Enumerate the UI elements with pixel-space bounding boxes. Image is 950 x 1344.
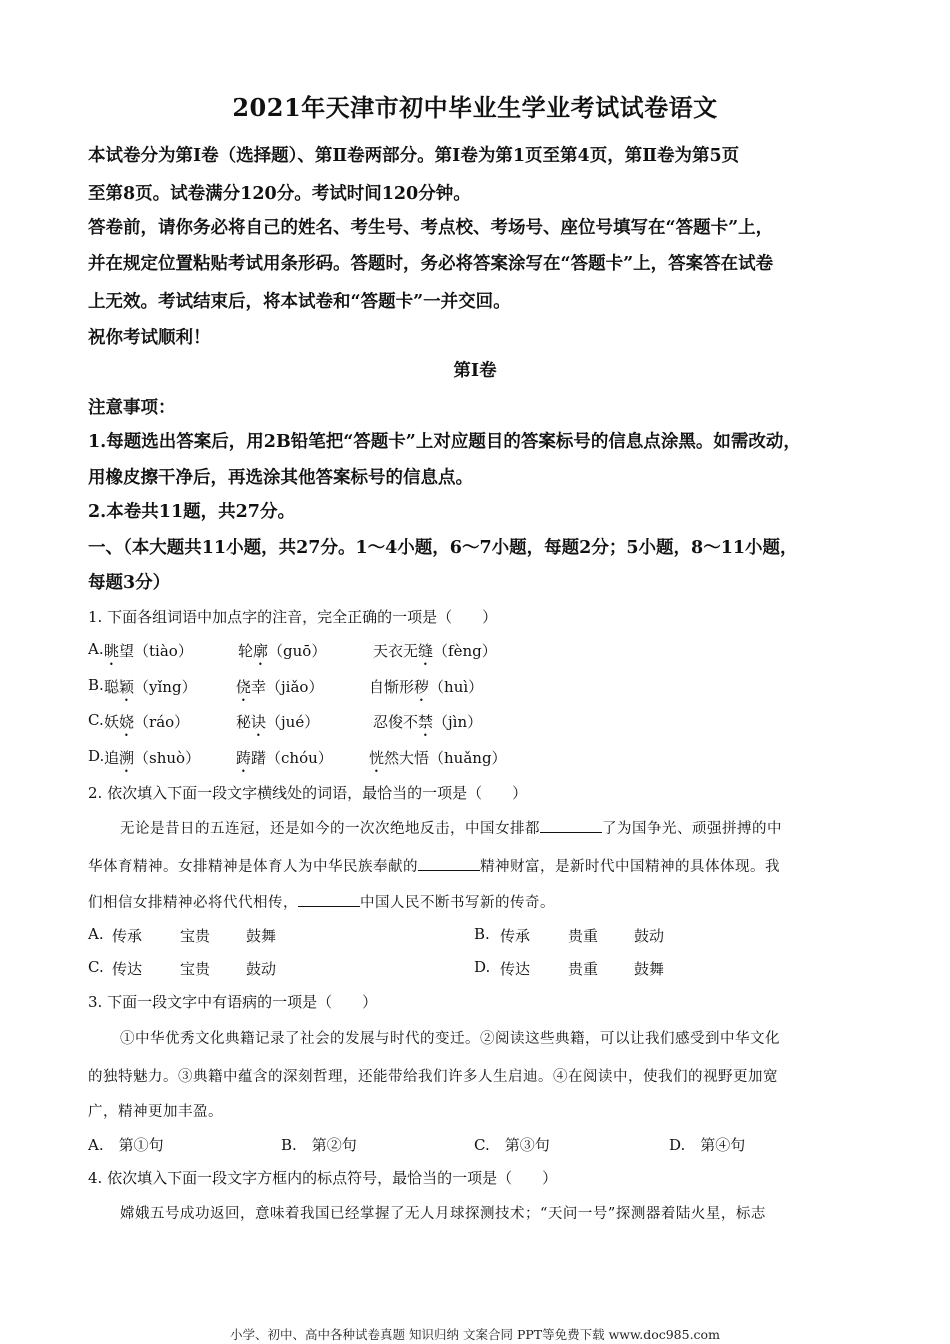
word-2: 踌躇（chóu） [236,749,333,767]
option-word-1: 传达 [112,960,143,978]
word-1: 眺望（tiào） [104,642,193,660]
word-1: 聪颖（yǐng） [104,678,197,696]
word-2: 侥幸（jiǎo） [236,678,324,696]
option-word-1: 传达 [500,960,531,978]
question-2-passage-line-1: 无论是昔日的五连冠，还是如今的一次次绝地反击，中国女排都 了为国争光、顽强拼搏的中 [120,817,782,838]
question-3-option-a: A. 第①句 [88,1136,164,1154]
intro-line-2: 至第8页。试卷满分120分。考试时间120分钟。 [88,184,471,204]
part-1-heading-line-2: 每题3分） [88,573,171,593]
option-label: B. [474,925,490,943]
fill-blank-2 [418,856,480,871]
intro-line-1: 本试卷分为第Ⅰ卷（选择题）、第Ⅱ卷两部分。第Ⅰ卷为第1页至第4页，第Ⅱ卷为第5页 [88,146,740,166]
option-word-3: 鼓动 [634,927,665,945]
option-word-2: 宝贵 [180,960,211,978]
word-1: 妖娆（ráo） [104,713,190,731]
word-2: 轮廓（guō） [238,642,327,660]
fill-blank-1 [540,818,602,833]
option-word-3: 鼓动 [246,960,277,978]
option-label: C. [88,711,104,729]
word-3: 恍然大悟（huǎng） [369,749,507,767]
question-3-option-d: D. 第④句 [669,1136,746,1154]
question-3-stem: 3. 下面一段文字中有语病的一项是（ ） [88,993,378,1011]
question-2-passage-line-2: 华体育精神。女排精神是体育人为中华民族奉献的 精神财富，是新时代中国精神的具体体现。我 [88,855,780,876]
question-3-passage-line-3: 广，精神更加丰盈。 [88,1104,223,1120]
option-label: B. [88,676,104,694]
question-3-passage-line-2: 的独特魅力。③典籍中蕴含的深刻哲理，还能带给我们许多人生启迪。④在阅读中，使我们的视野更加宽 [88,1069,778,1085]
part-1-heading-line-1: 一、（本大题共11小题，共27分。1～4小题，6～7小题，每题2分；5小题，8～11小题， [88,538,798,558]
option-label: A. [88,640,104,658]
question-3-option-b: B. 第②句 [281,1136,357,1154]
intro-line-5: 上无效。考试结束后，将本试卷和“答题卡”一并交回。 [88,292,511,312]
question-1-stem: 1. 下面各组词语中加点字的注音，完全正确的一项是（ ） [88,608,498,626]
note-2: 2.本卷共11题，共27分。 [88,502,295,522]
word-1: 追溯（shuò） [104,749,201,767]
option-label: D. [474,958,491,976]
notes-heading: 注意事项： [88,398,176,418]
word-3: 忍俊不禁（jìn） [373,713,483,731]
page-footer: 小学、初中、高中各种试卷真题 知识归纳 文案合同 PPT等免费下载 www.doc985.com [230,1327,720,1342]
word-3: 自惭形秽（huì） [369,678,484,696]
note-1-line-2: 用橡皮擦干净后，再选涂其他答案标号的信息点。 [88,468,473,488]
option-word-3: 鼓舞 [246,927,277,945]
question-3-option-c: C. 第③句 [474,1136,550,1154]
fill-blank-3 [298,892,360,907]
option-word-2: 宝贵 [180,927,211,945]
intro-line-3: 答卷前，请你务必将自己的姓名、考生号、考点校、考场号、座位号填写在“答题卡”上， [88,218,774,238]
option-word-1: 传承 [500,927,531,945]
question-3-passage-line-1: ①中华优秀文化典籍记录了社会的发展与时代的变迁。②阅读这些典籍，可以让我们感受到中华文化 [120,1031,780,1047]
section-title: 第Ⅰ卷 [453,361,497,381]
option-label: C. [88,958,104,976]
question-2-passage-line-3: 们相信女排精神必将代代相传， 中国人民不断书写新的传奇。 [88,891,555,912]
exam-title: 2021年天津市初中毕业生学业考试试卷语文 [232,93,718,122]
option-word-3: 鼓舞 [634,960,665,978]
option-label: D. [88,747,105,765]
question-4-stem: 4. 依次填入下面一段文字方框内的标点符号，最恰当的一项是（ ） [88,1169,558,1187]
question-4-passage-line-1: 嫦娥五号成功返回，意味着我国已经掌握了无人月球探测技术；“天问一号”探测器着陆火星，标志 [120,1206,766,1222]
option-label: A. [88,925,104,943]
option-word-1: 传承 [112,927,143,945]
note-1-line-1: 1.每题选出答案后，用2B铅笔把“答题卡”上对应题目的答案标号的信息点涂黑。如需改动， [88,432,801,452]
question-2-stem: 2. 依次填入下面一段文字横线处的词语，最恰当的一项是（ ） [88,784,528,802]
option-word-2: 贵重 [568,927,599,945]
intro-line-4: 并在规定位置粘贴考试用条形码。答题时，务必将答案涂写在“答题卡”上，答案答在试卷 [88,254,774,274]
option-word-2: 贵重 [568,960,599,978]
intro-line-6: 祝你考试顺利！ [88,328,211,348]
word-3: 天衣无缝（fèng） [373,642,497,660]
word-2: 秘诀（jué） [236,713,320,731]
